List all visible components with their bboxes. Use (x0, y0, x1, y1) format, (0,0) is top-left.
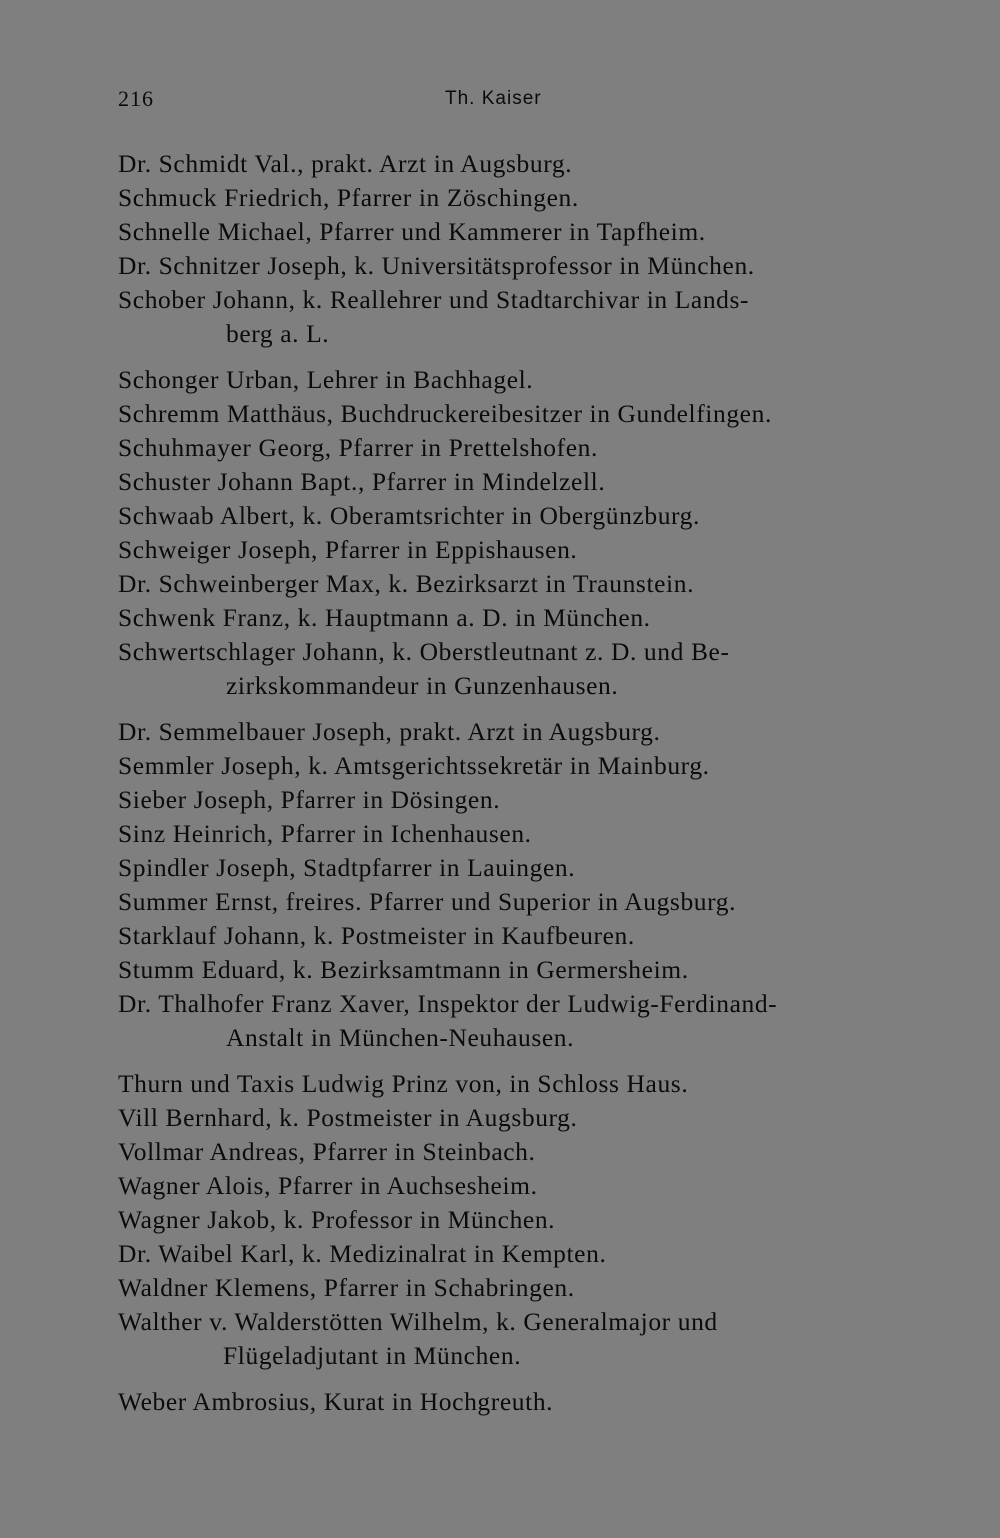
entry-text: Dr. Waibel Karl, k. Medizinalrat in Kempten. (118, 1239, 607, 1268)
entry-continuation: zirkskommandeur in Gunzenhausen. (226, 671, 619, 700)
list-entry (118, 885, 893, 919)
entry-text: Vollmar Andreas, Pfarrer in Steinbach. (118, 1137, 536, 1166)
entry-text: Schwaab Albert, k. Oberamtsrichter in Obergünzburg. (118, 501, 701, 530)
entry-text: Starklauf Johann, k. Postmeister in Kaufbeuren. (118, 921, 635, 950)
list-entry (118, 1203, 893, 1237)
list-entry (118, 1271, 893, 1305)
page-number: 216 (118, 86, 154, 111)
list-entry (118, 817, 893, 851)
list-entry (118, 749, 893, 783)
list-entry (118, 567, 893, 601)
entry-text: Schuhmayer Georg, Pfarrer in Prettelshofen. (118, 433, 598, 462)
entry-text: Vill Bernhard, k. Postmeister in Augsburg. (118, 1103, 578, 1132)
entry-text: Schuster Johann Bapt., Pfarrer in Mindelzell. (118, 467, 606, 496)
entry-text: Dr. Schnitzer Joseph, k. Universitätsprofessor in München. (118, 251, 755, 280)
running-head: Th. Kaiser (445, 88, 542, 109)
entry-text: Schmuck Friedrich, Pfarrer in Zöschingen. (118, 183, 579, 212)
entry-text: Wagner Jakob, k. Professor in München. (118, 1205, 556, 1234)
list-entry (118, 397, 893, 431)
entry-text: Spindler Joseph, Stadtpfarrer in Lauingen. (118, 853, 576, 882)
member-list (118, 147, 893, 1419)
entry-text: Schremm Matthäus, Buchdruckereibesitzer in Gundelfingen. (118, 399, 772, 428)
entry-continuation: berg a. L. (226, 319, 330, 348)
entry-text: Schweiger Joseph, Pfarrer in Eppishausen. (118, 535, 578, 564)
list-entry (118, 1067, 893, 1101)
entry-text: Schwenk Franz, k. Hauptmann a. D. in München. (118, 603, 651, 632)
entry-text: Dr. Schweinberger Max, k. Bezirksarzt in Traunstein. (118, 569, 695, 598)
list-entry (118, 1305, 893, 1373)
entry-text: Dr. Semmelbauer Joseph, prakt. Arzt in Augsburg. (118, 717, 661, 746)
list-entry (118, 919, 893, 953)
entry-text: Schwertschlager Johann, k. Oberstleutnant z. D. und Be- (118, 637, 730, 666)
list-entry (118, 431, 893, 465)
list-entry (118, 215, 893, 249)
entry-text: Wagner Alois, Pfarrer in Auchsesheim. (118, 1171, 538, 1200)
list-entry (118, 147, 893, 181)
entry-text: Walther v. Walderstötten Wilhelm, k. Generalmajor und (118, 1307, 718, 1336)
entry-text: Thurn und Taxis Ludwig Prinz von, in Schloss Haus. (118, 1069, 689, 1098)
list-entry (118, 465, 893, 499)
list-entry (118, 715, 893, 749)
list-entry (118, 499, 893, 533)
list-entry (118, 533, 893, 567)
entry-text: Dr. Thalhofer Franz Xaver, Inspektor der Ludwig-Ferdinand- (118, 989, 778, 1018)
list-entry (118, 1237, 893, 1271)
list-entry (118, 1385, 893, 1419)
list-entry (118, 953, 893, 987)
list-entry (118, 1135, 893, 1169)
list-entry (118, 987, 893, 1055)
list-entry (118, 181, 893, 215)
list-entry (118, 249, 893, 283)
entry-text: Semmler Joseph, k. Amtsgerichtssekretär in Mainburg. (118, 751, 710, 780)
entry-text: Schober Johann, k. Reallehrer und Stadtarchivar in Lands- (118, 285, 750, 314)
entry-text: Schnelle Michael, Pfarrer und Kammerer in Tapfheim. (118, 217, 706, 246)
entry-text: Schonger Urban, Lehrer in Bachhagel. (118, 365, 534, 394)
list-entry (118, 1169, 893, 1203)
list-entry (118, 851, 893, 885)
list-entry (118, 601, 893, 635)
entry-text: Dr. Schmidt Val., prakt. Arzt in Augsburg. (118, 149, 573, 178)
entry-continuation: Anstalt in München-Neuhausen. (226, 1023, 575, 1052)
list-entry (118, 363, 893, 397)
entry-text: Waldner Klemens, Pfarrer in Schabringen. (118, 1273, 575, 1302)
list-entry (118, 283, 893, 351)
entry-text: Weber Ambrosius, Kurat in Hochgreuth. (118, 1387, 554, 1416)
list-entry (118, 783, 893, 817)
list-entry (118, 1101, 893, 1135)
entry-text: Stumm Eduard, k. Bezirksamtmann in Germersheim. (118, 955, 689, 984)
entry-text: Sieber Joseph, Pfarrer in Dösingen. (118, 785, 501, 814)
entry-continuation: Flügeladjutant in München. (223, 1341, 522, 1370)
entry-text: Sinz Heinrich, Pfarrer in Ichenhausen. (118, 819, 532, 848)
list-entry (118, 635, 893, 703)
entry-text: Summer Ernst, freires. Pfarrer und Superior in Augsburg. (118, 887, 737, 916)
